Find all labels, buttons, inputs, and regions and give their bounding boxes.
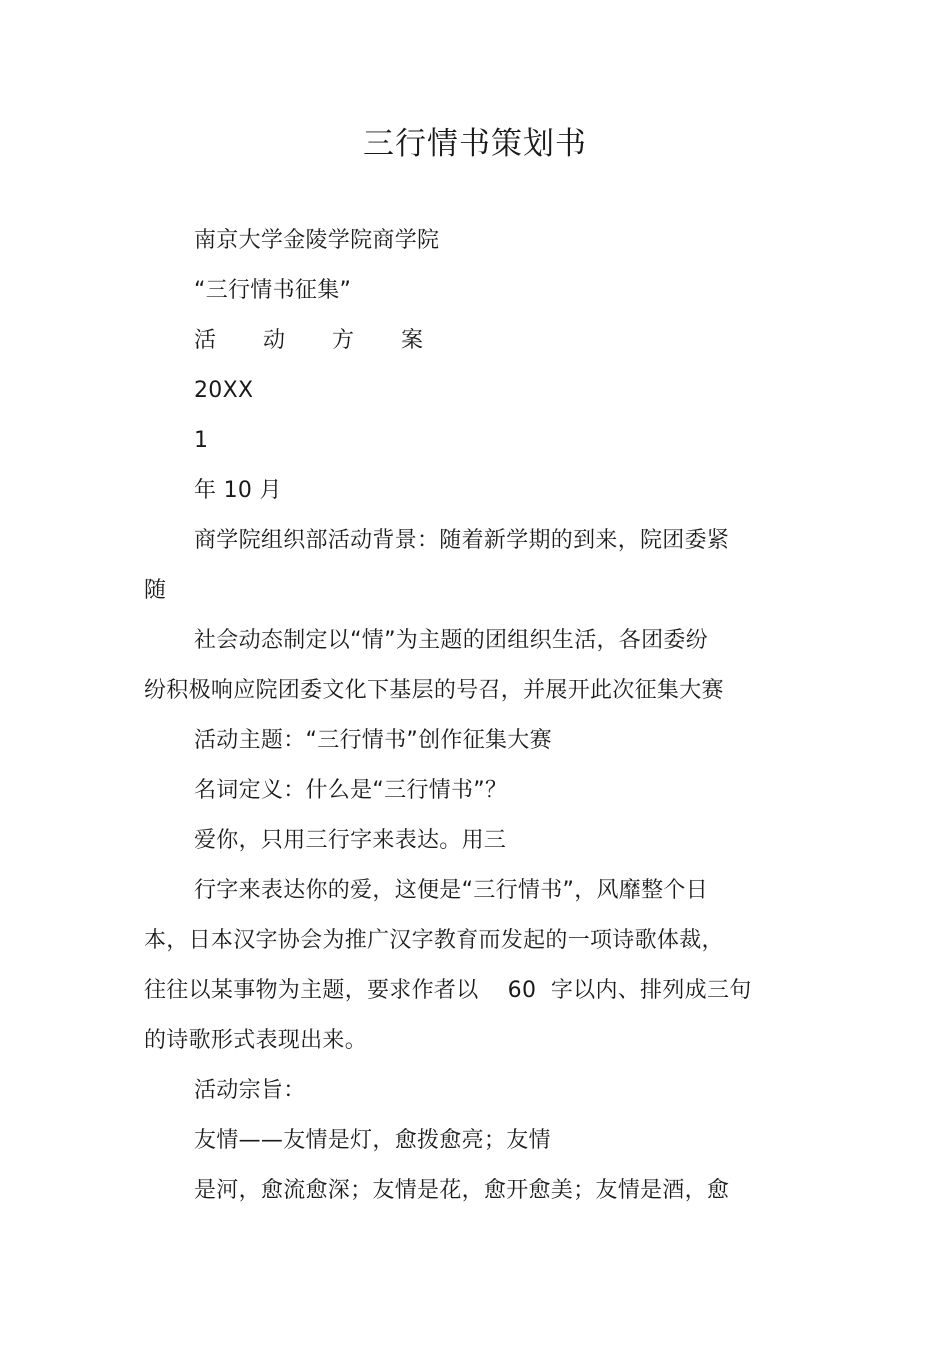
year-line: 20XX (194, 378, 254, 403)
plan-heading-line: 活 动 方 案 (194, 328, 443, 353)
purpose-body-line-2: 是河，愈流愈深；友情是花，愈开愈美；友情是酒，愈 (194, 1178, 730, 1203)
background-line-4: 纷积极响应院团委文化下基层的号召，并展开此次征集大赛 (144, 678, 724, 703)
background-line-2: 随 (144, 578, 167, 603)
definition-body-line-5: 的诗歌形式表现出来。 (144, 1028, 368, 1053)
background-line-1: 商学院组织部活动背景：随着新学期的到来，院团委紧 (194, 528, 730, 553)
definition-body-line-4: 往往以某事物为主题，要求作者以 60 字以内、排列成三句 (144, 978, 752, 1003)
document-title: 三行情书策划书 (363, 126, 587, 162)
definition-body-line-3: 本，日本汉字协会为推广汉字教育而发起的一项诗歌体裁， (144, 928, 724, 953)
definition-body-line-2: 行字来表达你的爱，这便是“三行情书”，风靡整个日 (194, 878, 708, 903)
month-line: 年 10 月 (194, 478, 282, 503)
event-name-line: “三行情书征集” (194, 278, 352, 303)
purpose-heading-line: 活动宗旨： (194, 1078, 306, 1103)
school-name-line: 南京大学金陵学院商学院 (194, 228, 440, 253)
definition-body-line-1: 爱你，只用三行字来表达。用三 (194, 828, 507, 853)
number-line: 1 (194, 428, 209, 453)
background-line-3: 社会动态制定以“情”为主题的团组织生活，各团委纷 (194, 628, 708, 653)
definition-line: 名词定义：什么是“三行情书”？ (194, 778, 508, 803)
theme-line: 活动主题：“三行情书”创作征集大赛 (194, 728, 552, 753)
purpose-body-line-1: 友情——友情是灯，愈拨愈亮；友情 (194, 1128, 551, 1153)
